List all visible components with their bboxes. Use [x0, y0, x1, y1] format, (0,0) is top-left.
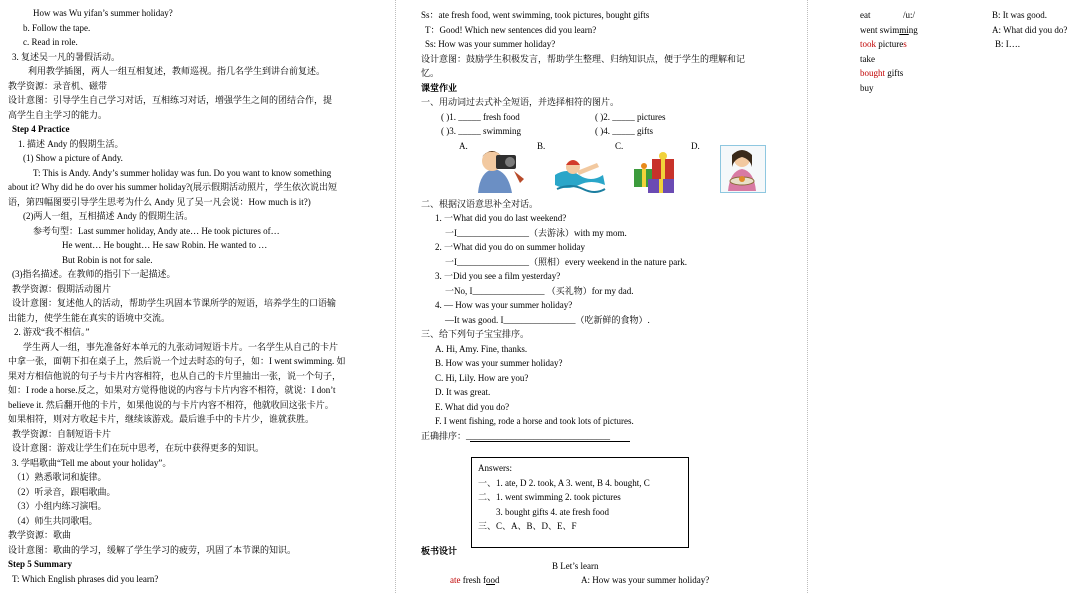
- text-line: b. Follow the tape.: [23, 23, 91, 33]
- board-word: [860, 25, 918, 36]
- board-word-part: ng: [908, 25, 918, 35]
- highlight-word: took: [860, 39, 877, 49]
- column-divider: [395, 0, 396, 593]
- text-line: 一、用动词过去式补全短语，并选择相符的图片。: [421, 97, 620, 107]
- text-line: 正确排序：________________________________: [421, 431, 611, 441]
- text-line: Ss：ate fresh food, went swimming, took pictures, bought gifts: [421, 10, 650, 20]
- text-line: T: Which English phrases did you learn?: [12, 574, 159, 584]
- text-line: A. Hi, Amy. Fine, thanks.: [435, 344, 528, 354]
- answer-blank[interactable]: [470, 441, 630, 442]
- swimmer-picture: [553, 145, 607, 193]
- text-line: 如：I rode a horse.反之，如果对方觉得他说的内容与卡片内容不相符，就说：I don’t: [8, 385, 336, 395]
- text-line: （3）小组内练习演唱。: [12, 501, 107, 511]
- answer-line: 3. bought gifts 4. ate fresh food: [496, 507, 609, 517]
- text-line: 教学资源：自制短语卡片: [12, 429, 112, 439]
- text-line: 设计意图：复述他人的活动，帮助学生巩固本节课所学的短语，培养学生的口语输: [12, 298, 337, 308]
- text-line: 利用教学插图，两人一组互相复述，教师巡视。指几名学生到讲台前复述。: [28, 66, 326, 76]
- answers-box: [471, 457, 689, 548]
- text-line: How was Wu yifan’s summer holiday?: [33, 8, 173, 18]
- eating-picture: [720, 145, 766, 193]
- board-word: took pictures: [860, 39, 907, 49]
- board-word: bought gifts: [860, 68, 904, 78]
- text-line: B: It was good.: [992, 10, 1047, 20]
- underline-mark: mi: [899, 25, 909, 35]
- text-line: 教学资源：歌曲: [8, 530, 72, 540]
- exercise-item: ( )2. _____ pictures: [595, 112, 666, 122]
- board-word: buy: [860, 83, 874, 93]
- photographer-picture: [470, 143, 528, 195]
- text-line: He went… He bought… He saw Robin. He wanted to …: [62, 240, 268, 250]
- section-heading: 课堂作业: [421, 83, 458, 93]
- text-line: 设计意图：游戏让学生们在玩中思考，在玩中获得更多的知识。: [12, 443, 265, 453]
- text-line: c. Read in role.: [23, 37, 78, 47]
- text-line: 教学资源：假期活动图片: [12, 284, 112, 294]
- text-line: E. What did you do?: [435, 402, 510, 412]
- text-line: 学生两人一组，事先准备好本单元的九张动词短语卡片。一名学生从自己的卡片: [23, 342, 339, 352]
- text-line: 忆。: [421, 68, 440, 78]
- option-label: A.: [459, 141, 468, 151]
- gifts-picture: [630, 145, 682, 195]
- text-line: F. I went fishing, rode a horse and took lots of pictures.: [435, 416, 634, 426]
- text-line: T: This is Andy. Andy’s summer holiday was fun. Do you want to know something: [33, 168, 332, 178]
- board-phrase: ate fresh food: [450, 575, 500, 585]
- text-line: （2）听录音，跟唱歌曲。: [12, 487, 116, 497]
- text-line: 2. 游戏“我不相信。”: [14, 327, 90, 337]
- highlight-word: ate: [450, 575, 461, 585]
- board-word: take: [860, 54, 875, 64]
- section-heading: Step 5 Summary: [8, 559, 73, 569]
- text-line: （1）熟悉歌词和旋律。: [12, 472, 107, 482]
- answers-title: Answers:: [478, 463, 512, 473]
- text-line: 教学资源：录音机、磁带: [8, 81, 108, 91]
- text-line: (1) Show a picture of Andy.: [23, 153, 123, 163]
- text-line: 中拿一张，面朝下扣在桌子上，然后说一个过去时态的句子，如：I went swimming. 如: [8, 356, 346, 366]
- text-line: —It was good. I________________（吃新鲜的食物）.: [445, 315, 650, 325]
- text-line: B Let’s learn: [552, 561, 599, 571]
- text-line: T：Good! Which new sentences did you learn?: [425, 25, 597, 35]
- text-line: 果对方相信他说的句子与卡片内容相符，也从自己的卡片里抽出一张，说一个句子，: [8, 371, 342, 381]
- option-label: C.: [615, 141, 624, 151]
- exercise-item: ( )4. _____ gifts: [595, 126, 653, 136]
- text-line: 语，第四幅图要引导学生思考为什么 Andy 见了吴一凡会说：How much is it?): [8, 197, 311, 207]
- text-line: 设计意图：歌曲的学习，缓解了学生学习的疲劳，巩固了本节课的知识。: [8, 545, 297, 555]
- text-line: (2)两人一组，互相描述 Andy 的假期生活。: [23, 211, 193, 221]
- exercise-item: ( )1. _____ fresh food: [441, 112, 520, 122]
- board-word: eat: [860, 10, 871, 20]
- highlight-letter: s: [903, 39, 907, 49]
- text-line: 参考句型：Last summer holiday, Andy ate… He took pictures of…: [33, 226, 280, 236]
- text-line: 如果相符，则对方收起卡片，继续该游戏。最后谁手中的卡片少，谁就获胜。: [8, 414, 315, 424]
- phonetic-mark: /u:/: [903, 10, 916, 20]
- text-line: 3. 复述吴一凡的暑假活动。: [12, 52, 121, 62]
- underline-mark: oo: [486, 575, 495, 585]
- board-word-part: went swim: [860, 25, 900, 35]
- text-line: （4）师生共同歌唱。: [12, 516, 98, 526]
- text-line: 三、给下列句子宝宝排序。: [421, 329, 530, 339]
- section-heading: Step 4 Practice: [12, 124, 70, 134]
- exercise-item: ( )3. _____ swimming: [441, 126, 521, 136]
- text-line: 3. 一Did you see a film yesterday?: [435, 271, 561, 281]
- text-line: B. How was your summer holiday?: [435, 358, 563, 368]
- text-line: 一No, I________________ （买礼物）for my dad.: [445, 286, 634, 296]
- answer-line: 二、1. went swimming 2. took pictures: [478, 492, 621, 502]
- text-line: 1. 描述 Andy 的假期生活。: [18, 139, 124, 149]
- text-line: 2. 一What did you do on summer holiday: [435, 242, 585, 252]
- text-line: believe it. 然后翻开他的卡片，如果他说的与卡片内容不相符，他就收回这张卡片。: [8, 400, 334, 410]
- text-line: 1. 一What did you do last weekend?: [435, 213, 567, 223]
- text-line: 一I________________（去游泳）with my mom.: [445, 228, 627, 238]
- column-divider: [807, 0, 808, 593]
- option-label: D.: [691, 141, 700, 151]
- text-line: C. Hi, Lily. How are you?: [435, 373, 529, 383]
- answer-line: 三、C、A、B、D、E、F: [478, 521, 577, 531]
- text-line: 设计意图：鼓励学生积极发言，帮助学生整理、归纳知识点，便于学生的理解和记: [421, 54, 746, 64]
- text-line: 出能力，使学生能在真实的语境中交流。: [8, 313, 171, 323]
- section-heading: 板书设计: [421, 546, 458, 556]
- text-line: 4. — How was your summer holiday?: [435, 300, 573, 310]
- text-line: A: How was your summer holiday?: [581, 575, 710, 585]
- text-line: 3. 学唱歌曲“Tell me about your holiday”。: [12, 458, 172, 468]
- text-line: D. It was great.: [435, 387, 491, 397]
- text-line: But Robin is not for sale.: [62, 255, 153, 265]
- highlight-word: bought: [860, 68, 886, 78]
- text-line: (3)指名描述。在教师的指引下一起描述。: [12, 269, 176, 279]
- option-label: B.: [537, 141, 546, 151]
- text-line: about it? Why did he do over his summer holiday?(展示假期活动照片，学生依次说出短: [8, 182, 338, 192]
- text-line: 设计意图：引导学生自己学习对话，互相练习对话，增强学生之间的团结合作，提: [8, 95, 333, 105]
- text-line: 一I________________（照相）every weekend in the nature park.: [445, 257, 687, 267]
- answer-line: 一、1. ate, D 2. took, A 3. went, B 4. bought, C: [478, 478, 650, 488]
- text-line: 高学生自主学习的能力。: [8, 110, 108, 120]
- text-line: A: What did you do?: [992, 25, 1068, 35]
- text-line: Ss: How was your summer holiday?: [425, 39, 556, 49]
- text-line: 二、根据汉语意思补全对话。: [421, 199, 539, 209]
- text-line: B: I….: [995, 39, 1021, 49]
